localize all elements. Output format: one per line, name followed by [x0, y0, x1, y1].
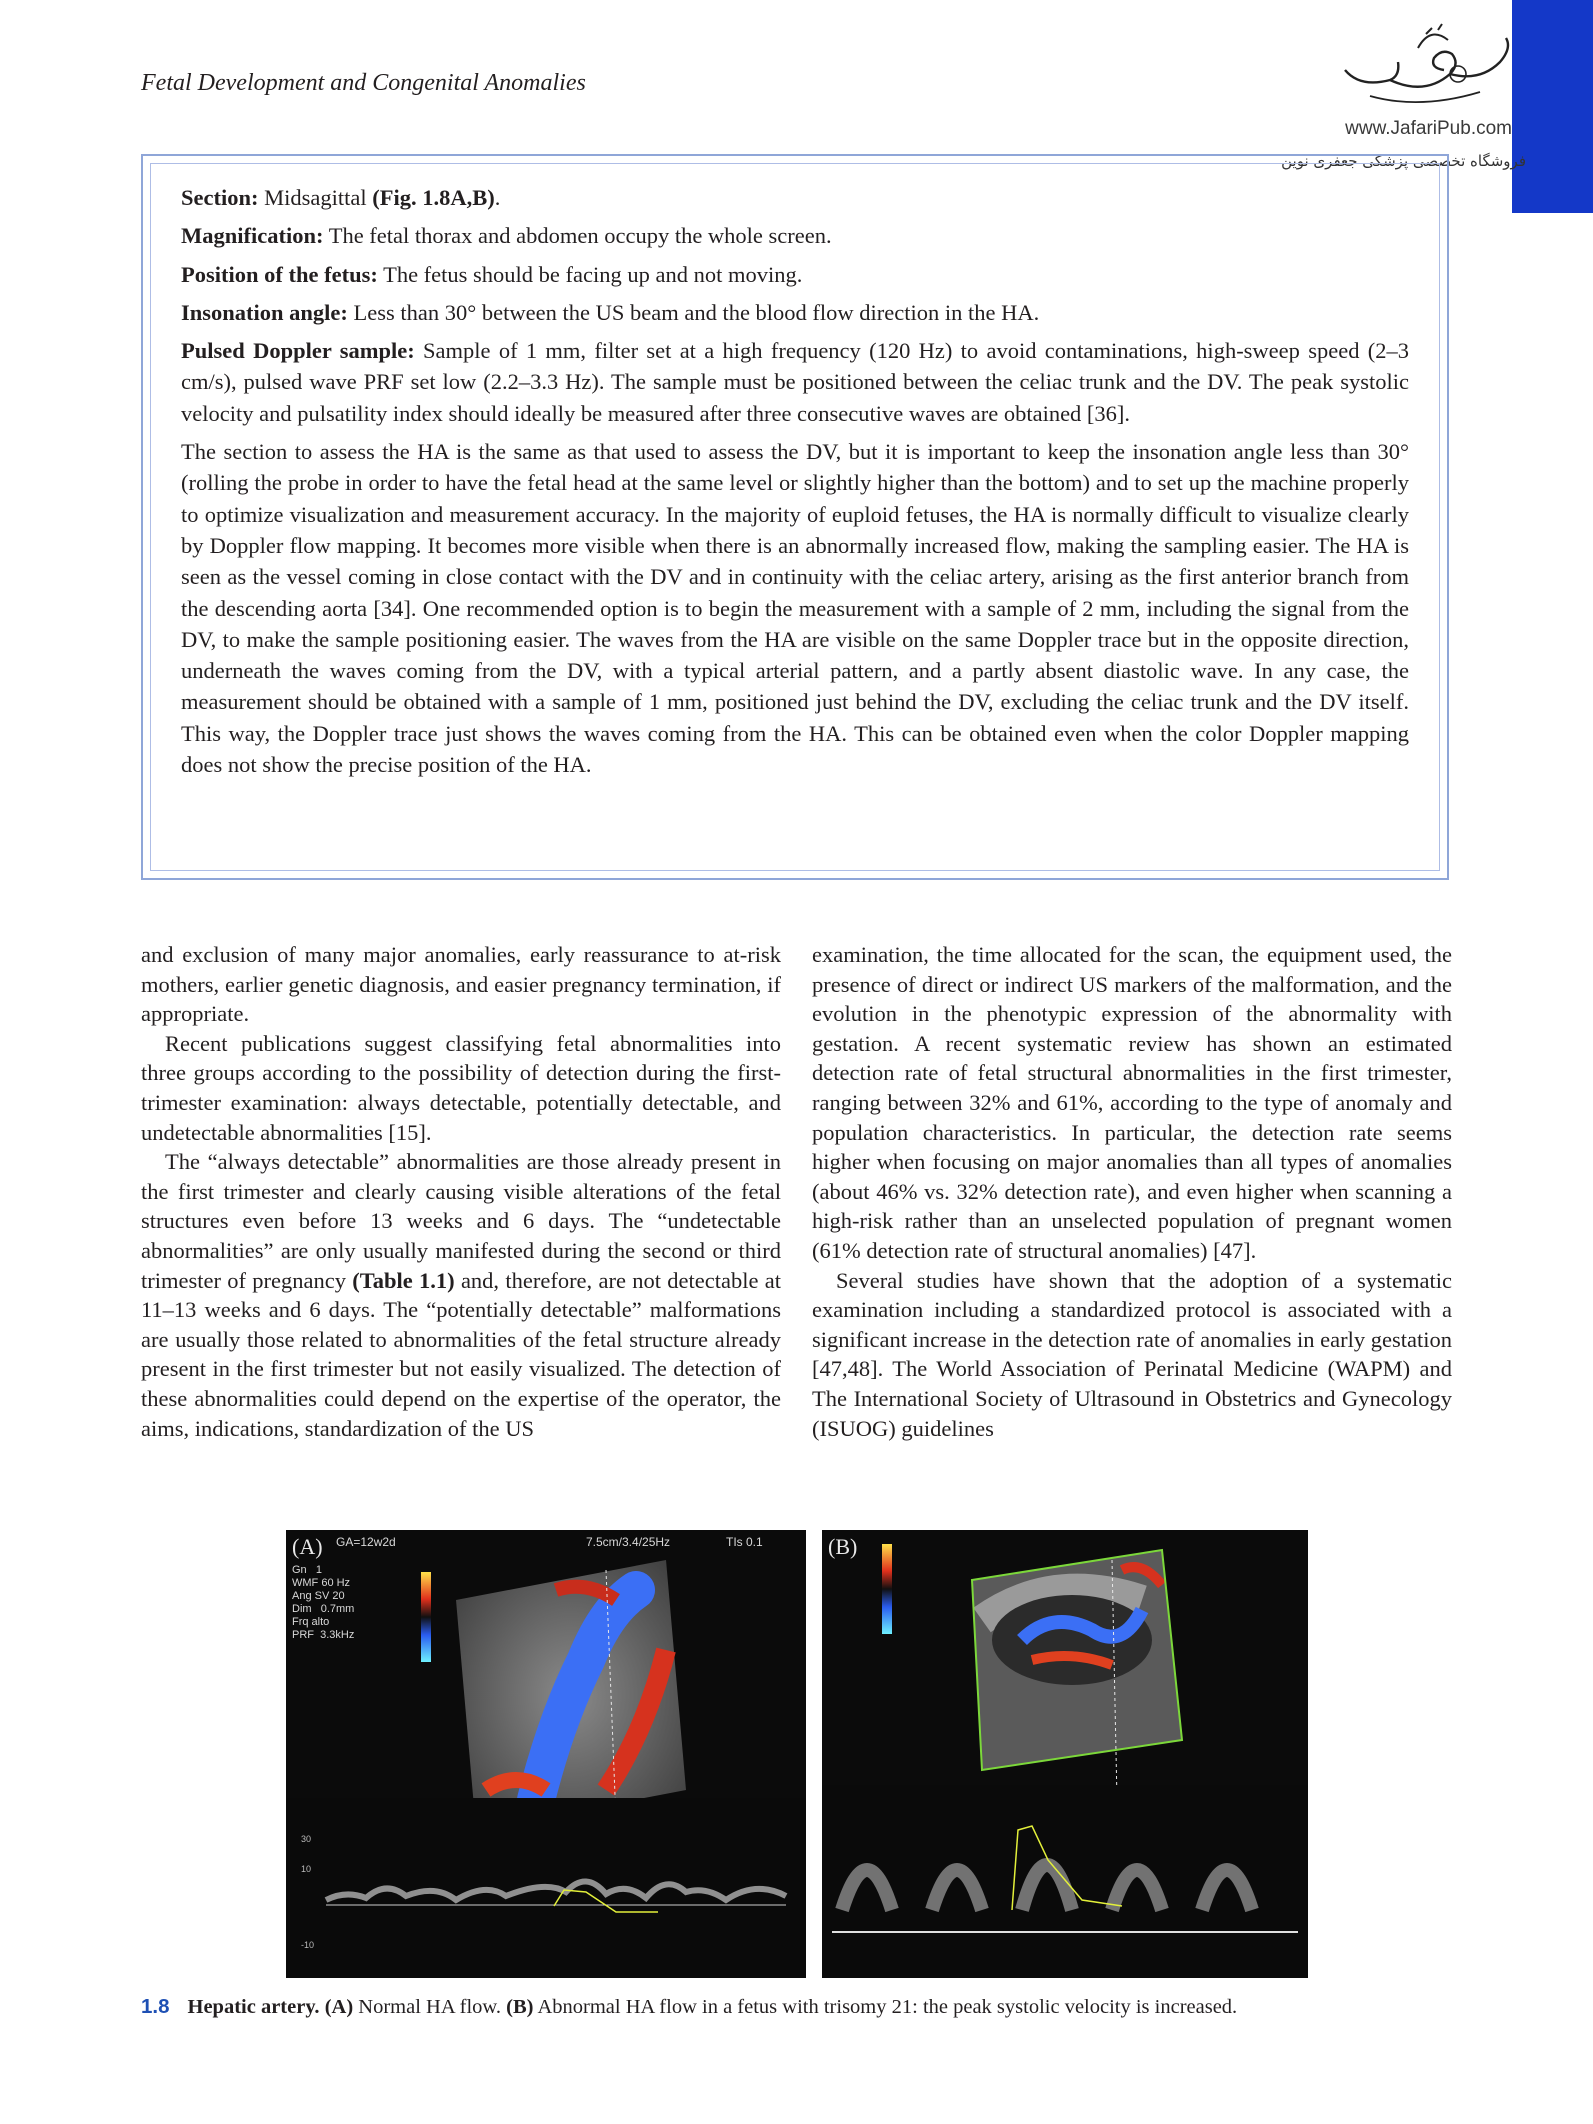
- left-column: [141, 940, 781, 1443]
- publisher-url: www.JafariPub.com: [1345, 118, 1512, 139]
- figure-b-label: (B): [828, 1534, 858, 1559]
- publisher-logo-icon: [1330, 18, 1520, 118]
- figure-b-ultrasound: [822, 1530, 1308, 1978]
- doppler-line: Pulsed Doppler sample: Sample of 1 mm, filter set at a high frequency (120 Hz) to avoid contaminations, high-sweep speed (2–3 cm/s), pulsed wave PRF set low (2.2–3.3 Hz). The sample must be positioned between the celiac trunk and the DV. The peak systolic velocity and pulsatility index should ideally be measured after three consecutive waves are obtained [36].: [181, 338, 1409, 426]
- figure-caption: 1.8 Hepatic artery. (A) Normal HA flow. (B) Abnormal HA flow in a fetus with trisomy 21: the peak systolic velocity is increased.: [141, 1995, 1238, 2018]
- running-head: Fetal Development and Congenital Anomalies: [141, 70, 586, 96]
- right-paragraph-1: examination, the time allocated for the scan, the equipment used, the presence of direct or indirect US markers of the malformation, and the evolution in the phenotypic expression of the abnormality with gestation. A recent systematic review has shown an estimated detection rate of fetal structural abnormalities in the first trimester, ranging between 32% and 61%, according to the type of anomaly and population characteristics. In particular, the detection rate seems higher when focusing on major anomalies than all types of anomalies (about 46% vs. 32% detection rate), and even higher when scanning a high-risk rather than an unselected population of pregnant women (61% detection rate of structural anomalies) [47].: [812, 942, 1452, 1263]
- publisher-store-name: فروشگاه تخصصی پزشکی جعفری نوین: [1281, 152, 1526, 170]
- protocol-box-text: [181, 182, 1409, 787]
- position-line: Position of the fetus: The fetus should be facing up and not moving.: [181, 261, 803, 287]
- chapter-tab: [1512, 0, 1593, 213]
- figure-a-probe: 7.5cm/3.4/25Hz: [586, 1535, 671, 1549]
- svg-text:30: 30: [301, 1834, 312, 1844]
- section-line: Section: Midsagittal (Fig. 1.8A,B).: [181, 185, 501, 210]
- figure-a-ultrasound: [286, 1530, 806, 1978]
- magnification-line: Magnification: The fetal thorax and abdomen occupy the whole screen.: [181, 223, 832, 249]
- left-paragraph-3: The “always detectable” abnormalities are those already present in the first trimester and clearly causing visible alterations of the fetal structures even before 13 weeks and 6 days. The “undetectable abnormalities” are only usually manifested during the second or third trimester of pregnancy (Table 1.1) and, therefore, are not detectable at 11–13 weeks and 6 days. The “potentially detectable” malformations are usually those related to abnormalities of the fetal structure already present in the first trimester but not easily visualized. The detection of these abnormalities could depend on the expertise of the operator, the aims, indications, standardization of the US: [141, 1149, 781, 1441]
- left-paragraph-1: and exclusion of many major anomalies, early reassurance to at-risk mothers, earlier genetic diagnosis, and easier pregnancy termination, if appropriate.: [141, 942, 781, 1027]
- caption-number: 1.8: [141, 1995, 170, 2018]
- right-paragraph-2: Several studies have shown that the adoption of a systematic examination including a standardized protocol is associated with a significant increase in the detection rate of anomalies in early gestation [47,48]. The World Association of Perinatal Medicine (WAPM) and The International Society of Ultrasound in Obstetrics and Gynecology (ISUOG) guidelines: [812, 1267, 1452, 1441]
- figure-a-ga: GA=12w2d: [336, 1535, 396, 1549]
- box-paragraph: The section to assess the HA is the same as that used to assess the DV, but it is important to keep the insonation angle less than 30° (rolling the probe in order to have the fetal head at the same level or slightly higher than the bottom) and to set up the machine properly to optimize visualization and measurement accuracy. In the majority of euploid fetuses, the HA is normally difficult to visualize clearly by Doppler flow mapping. It becomes more visible when there is an abnormally increased flow, making the sampling easier. The HA is seen as the vessel coming in close contact with the DV and in continuity with the celiac artery, arising as the first anterior branch from the descending aorta [34]. One recommended option is to begin the measurement with a sample of 2 mm, including the signal from the DV, to make the sample positioning easier. The waves from the HA are visible on the same Doppler trace but in the opposite direction, underneath the waves coming from the DV, with a typical arterial pattern, and a partly absent diastolic wave. In any case, the measurement should be obtained with a sample of 1 mm, positioned just behind the DV, excluding the celiac trunk and the DV itself. This way, the Doppler trace just shows the waves coming from the HA. This can be obtained even when the color Doppler mapping does not show the precise position of the HA.: [181, 439, 1409, 778]
- figure-a-params: Gn 1 WMF 60 Hz Ang SV 20 Dim 0.7mm Frq alto PRF 3.3kHz: [292, 1564, 355, 1641]
- insonation-line: Insonation angle: Less than 30° between the US beam and the blood flow direction in the HA.: [181, 299, 1040, 325]
- figure-a-label: (A): [292, 1534, 323, 1559]
- right-column: [812, 940, 1452, 1443]
- svg-text:-10: -10: [301, 1940, 315, 1950]
- left-paragraph-2: Recent publications suggest classifying fetal abnormalities into three groups according to the possibility of detection during the first-trimester examination: always detectable, potentially detectable, and undetectable abnormalities [15].: [141, 1030, 781, 1145]
- svg-text:10: 10: [301, 1864, 312, 1874]
- figure-a-tis: TIs 0.1: [726, 1535, 763, 1549]
